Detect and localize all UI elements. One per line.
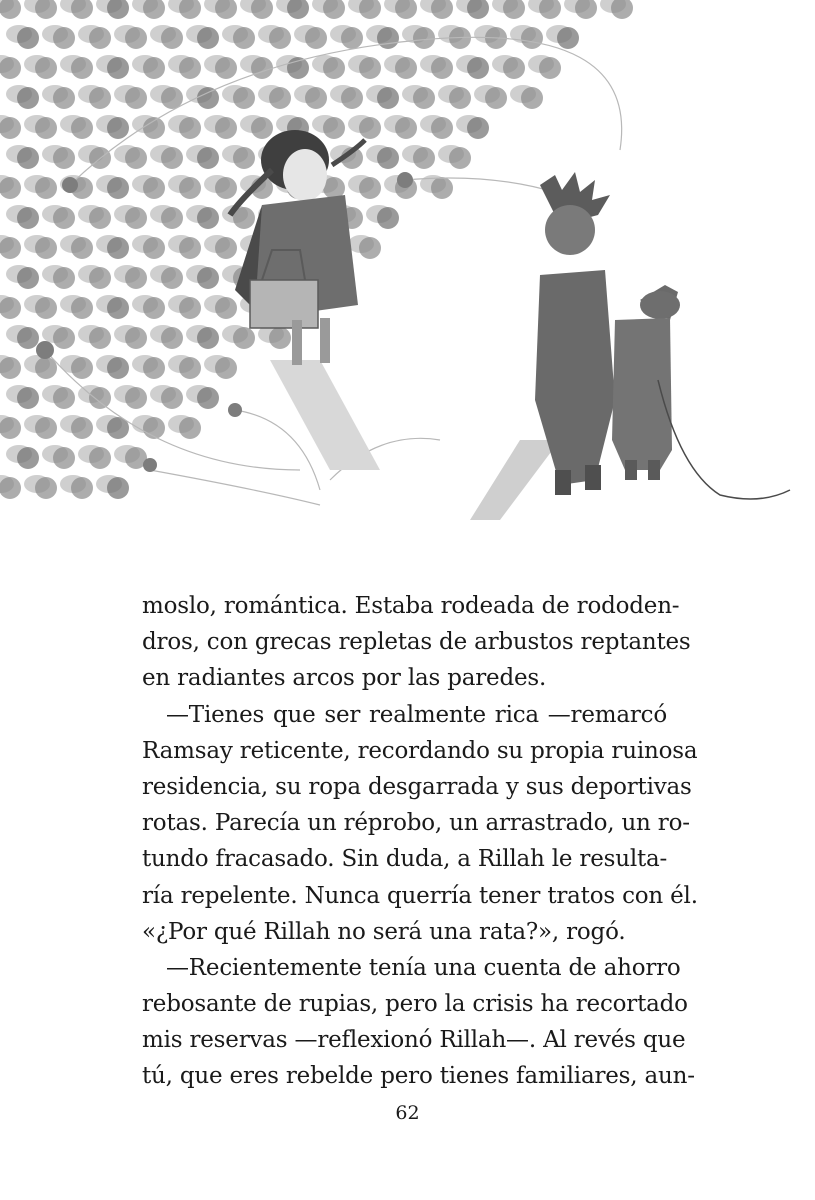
- text-line: en radiantes arcos por las paredes.: [142, 665, 547, 692]
- text-line: moslo, romántica. Estaba rodeada de rododen-: [142, 593, 680, 619]
- body-text: [142, 588, 698, 1095]
- text-line: mis reservas —reflexionó Rillah—. Al revés que: [142, 1027, 686, 1054]
- boy-figure: [470, 172, 615, 520]
- text-line: dros, con grecas repletas de arbustos reptantes: [142, 629, 691, 656]
- text-line: rotas. Parecía un réprobo, un arrastrado, un ro-: [142, 810, 690, 837]
- text-line: tundo fracasado. Sin duda, a Rillah le resulta-: [142, 846, 668, 873]
- illustration-canvas: [0, 0, 815, 520]
- text-line: rebosante de rupias, pero la crisis ha recortado: [142, 991, 688, 1018]
- rat-figure: [612, 285, 790, 499]
- text-line: —Tienes que ser realmente rica —remarcó: [166, 701, 667, 728]
- illustration: [0, 0, 815, 520]
- page-number: 62: [395, 1102, 420, 1124]
- text-line: residencia, su ropa desgarrada y sus deportivas: [142, 773, 692, 800]
- text-line: Ramsay reticente, recordando su propia ruinosa: [142, 737, 698, 764]
- text-line: «¿Por qué Rillah no será una rata?», rogó.: [142, 918, 626, 945]
- text-line: tú, que eres rebelde pero tienes familiares, aun-: [142, 1063, 695, 1090]
- text-line: —Recientemente tenía una cuenta de ahorro: [166, 954, 681, 981]
- text-line: ría repelente. Nunca querría tener tratos con él.: [142, 882, 698, 909]
